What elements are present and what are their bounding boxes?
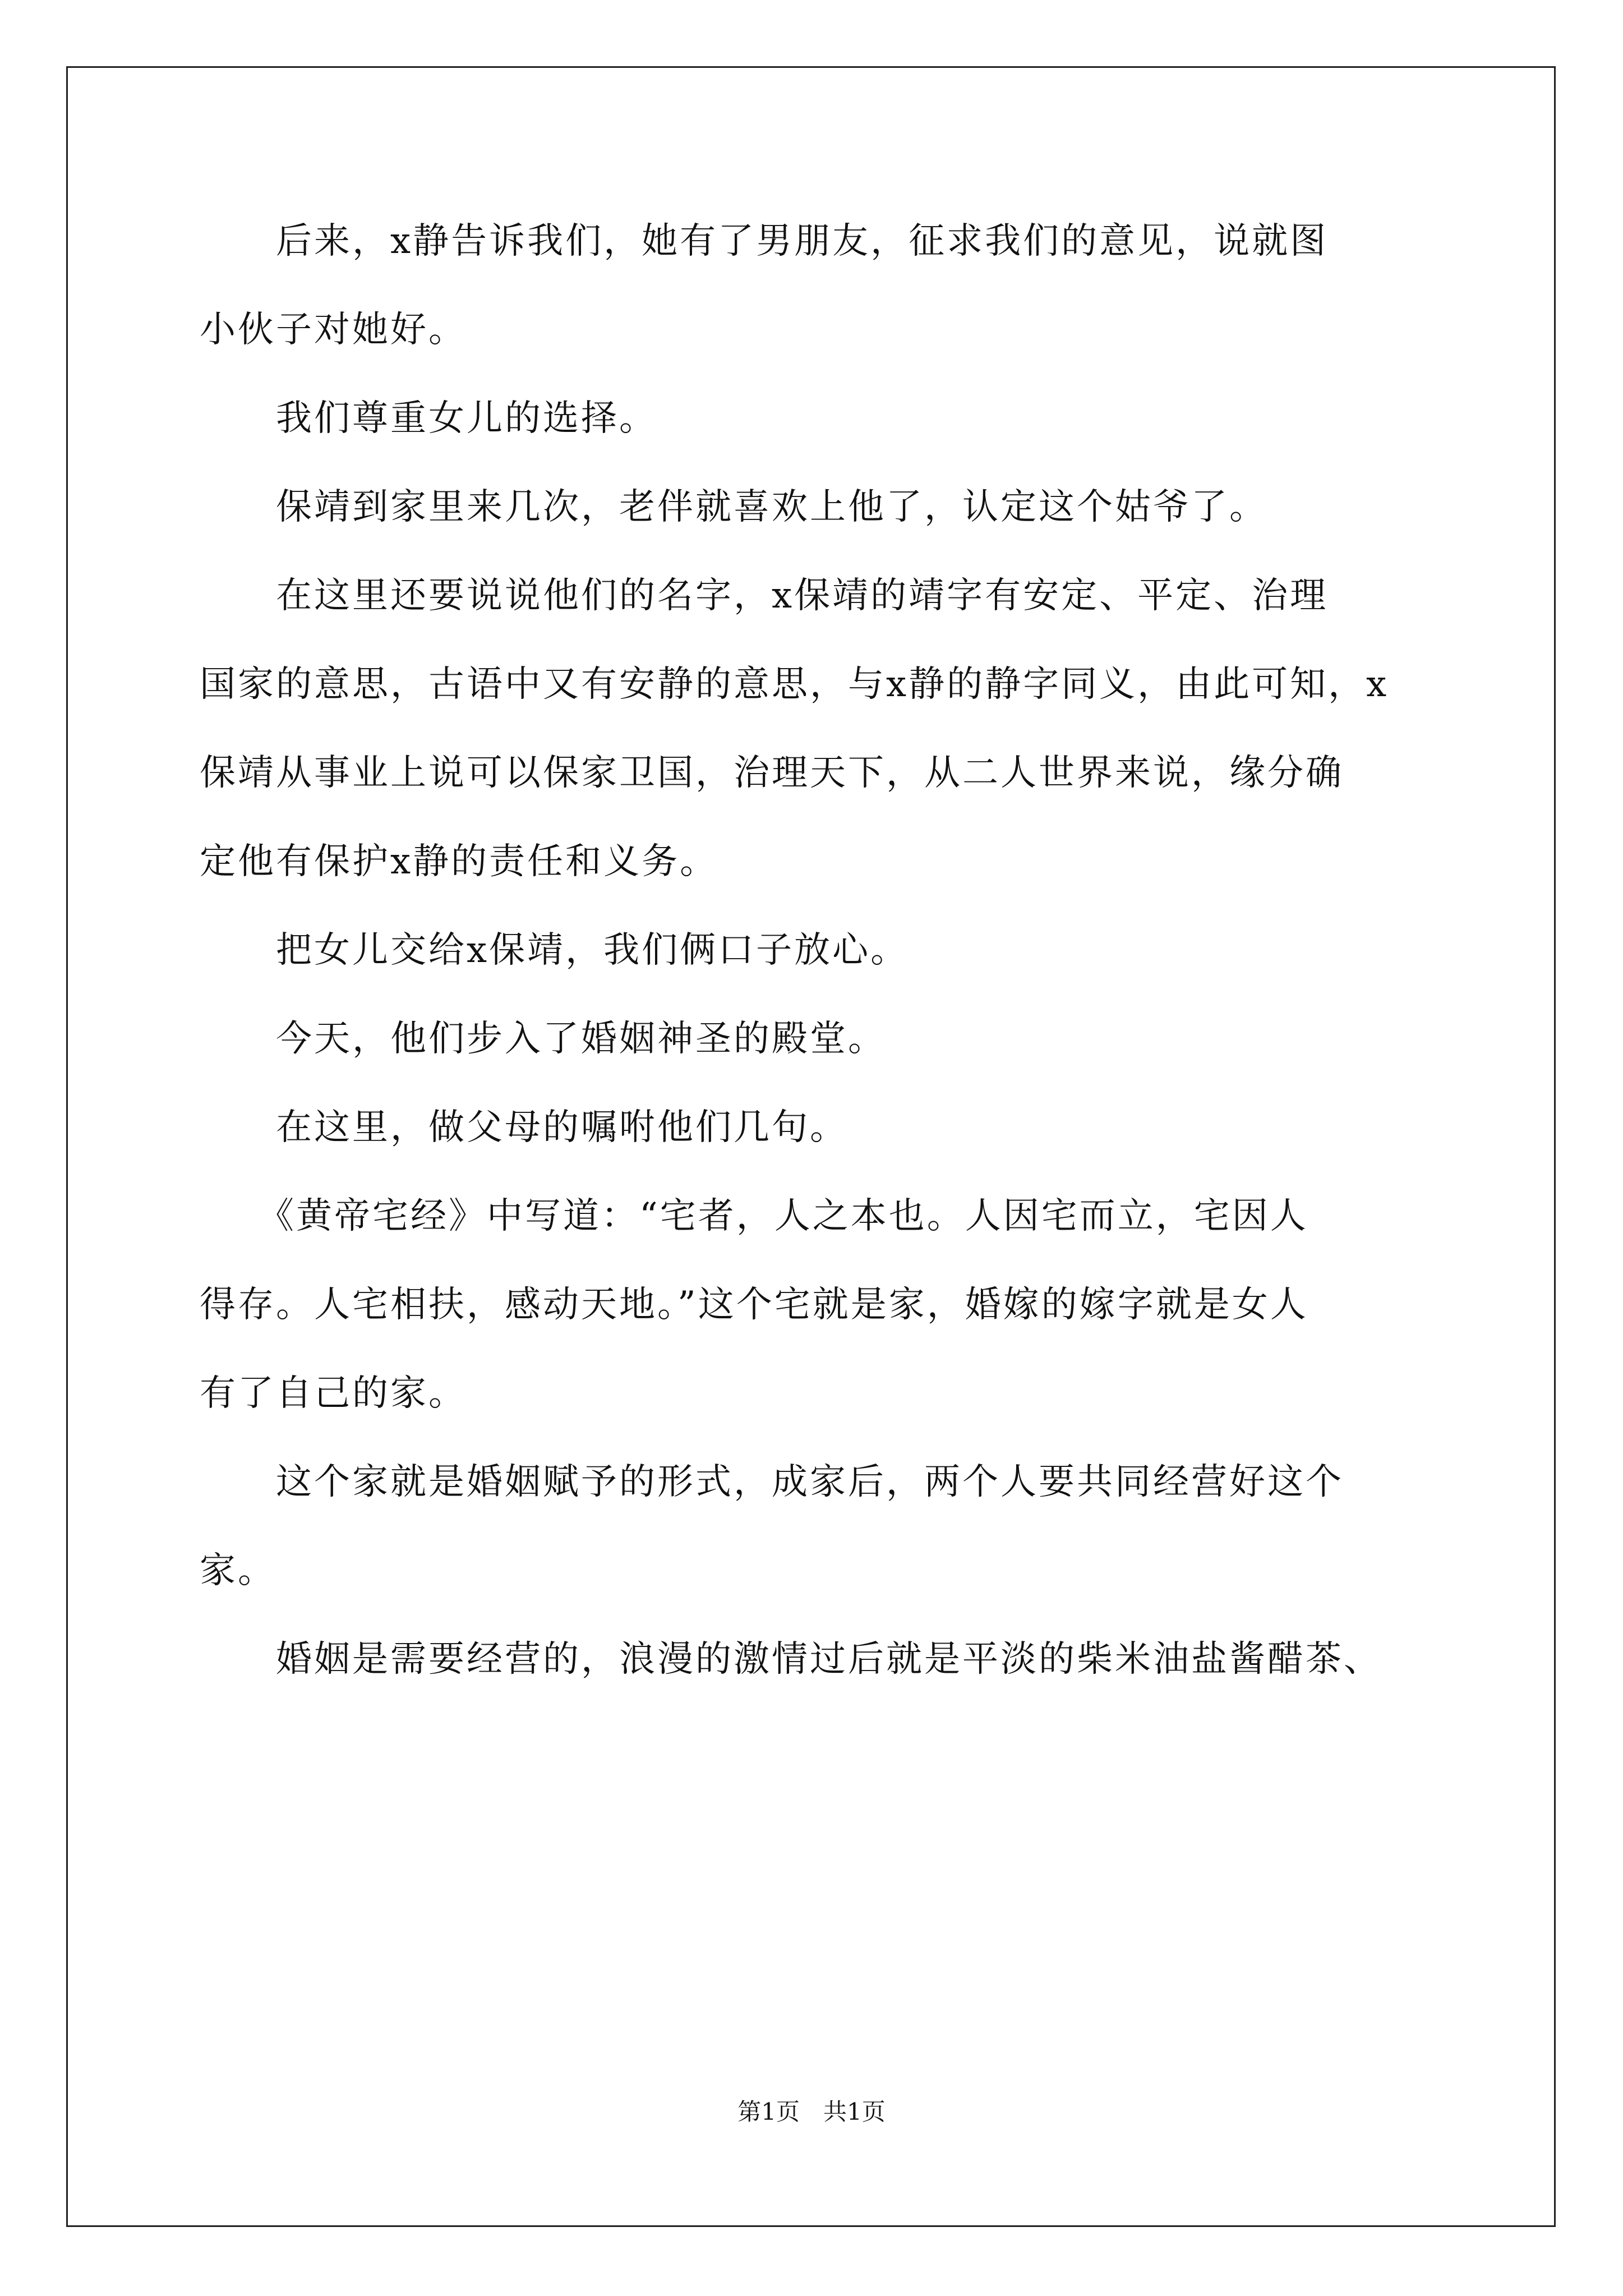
text-line: 有了自己的家。 xyxy=(200,1373,467,1414)
text-line: 家。 xyxy=(200,1550,276,1591)
text-line: 小伙子对她好。 xyxy=(200,309,467,351)
text-line: 国家的意思，古语中又有安静的意思，与x静的静字同义，由此可知，x xyxy=(200,664,1389,705)
text-line: 《黄帝宅经》中写道：“宅者，人之本也。人因宅而立，宅因人 xyxy=(200,1195,1308,1237)
text-line: 我们尊重女儿的选择。 xyxy=(200,398,657,439)
text-line: 婚姻是需要经营的，浪漫的激情过后就是平淡的柴米油盐酱醋茶、 xyxy=(200,1639,1382,1680)
text-line: 保靖到家里来几次，老伴就喜欢上他了，认定这个姑爷了。 xyxy=(200,486,1267,528)
text-line: 今天，他们步入了婚姻神圣的殿堂。 xyxy=(200,1018,886,1060)
text-line: 后来，x静告诉我们，她有了男朋友，征求我们的意见，说就图 xyxy=(200,220,1329,262)
text-line: 在这里，做父母的嘱咐他们几句。 xyxy=(200,1107,848,1148)
text-line: 在这里还要说说他们的名字，x保靖的靖字有安定、平定、治理 xyxy=(200,575,1329,616)
text-line: 保靖从事业上说可以保家卫国，治理天下，从二人世界来说，缘分确 xyxy=(200,752,1344,794)
text-line: 把女儿交给x保靖，我们俩口子放心。 xyxy=(200,930,909,971)
text-line: 这个家就是婚姻赋予的形式，成家后，两个人要共同经营好这个 xyxy=(200,1461,1344,1503)
text-line: 得存。人宅相扶，感动天地。”这个宅就是家，婚嫁的嫁字就是女人 xyxy=(200,1284,1308,1326)
text-line: 定他有保护x静的责任和义务。 xyxy=(200,841,718,882)
page-footer: 第1页 共1页 xyxy=(737,2098,886,2125)
